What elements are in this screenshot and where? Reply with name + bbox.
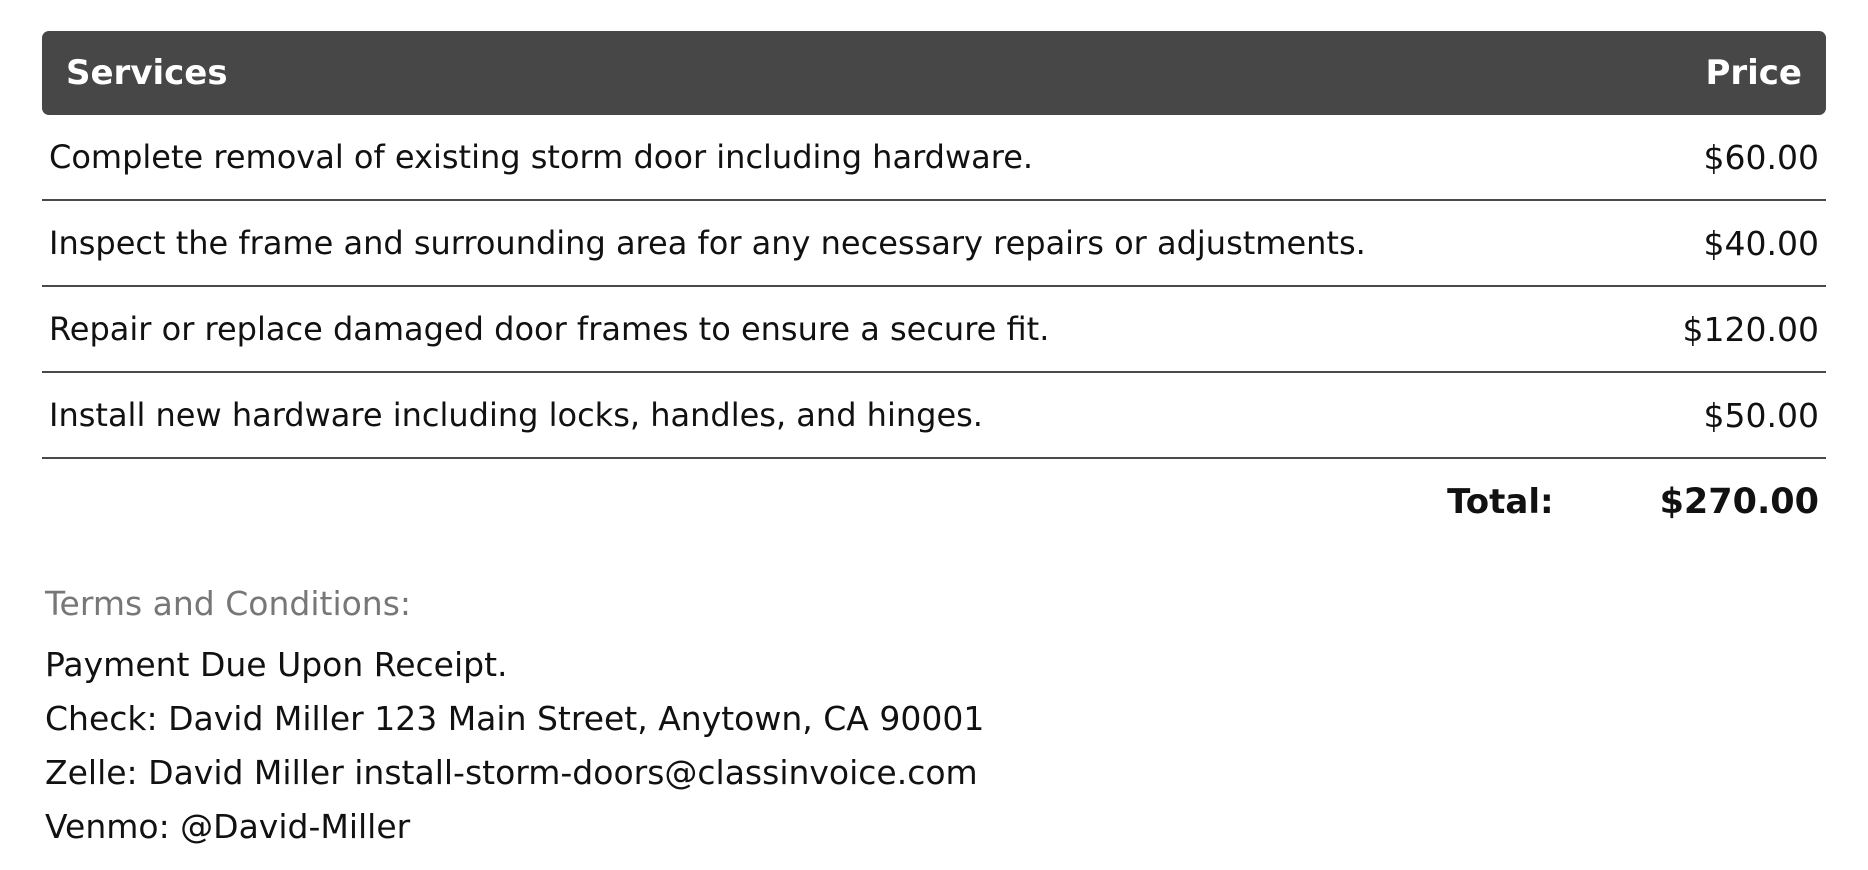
service-description: Install new hardware including locks, handles, and hinges. (49, 396, 983, 434)
price-column-header: Price (1705, 53, 1802, 93)
terms-line-venmo: Venmo: @David-Miller (45, 807, 411, 846)
service-price: $40.00 (1703, 223, 1819, 263)
service-price: $120.00 (1682, 309, 1819, 349)
service-description: Complete removal of existing storm door including hardware. (49, 138, 1034, 176)
table-row (42, 373, 1826, 459)
service-description: Repair or replace damaged door frames to ensure a secure fit. (49, 310, 1050, 348)
table-header (42, 31, 1826, 115)
table-row (42, 287, 1826, 373)
terms-line-payment-due: Payment Due Upon Receipt. (45, 645, 508, 684)
table-row (42, 201, 1826, 287)
service-price: $50.00 (1703, 395, 1819, 435)
total-label: Total: (1447, 482, 1554, 522)
table-row (42, 115, 1826, 201)
total-value: $270.00 (1659, 482, 1819, 522)
services-table (42, 31, 1826, 545)
terms-line-check: Check: David Miller 123 Main Street, Anytown, CA 90001 (45, 699, 985, 738)
total-row (42, 459, 1826, 545)
services-column-header: Services (66, 53, 228, 93)
terms-section (45, 582, 984, 854)
terms-line-zelle: Zelle: David Miller install-storm-doors@classinvoice.com (45, 753, 978, 792)
service-price: $60.00 (1703, 137, 1819, 177)
service-description: Inspect the frame and surrounding area for any necessary repairs or adjustments. (49, 224, 1366, 262)
terms-title: Terms and Conditions: (45, 584, 412, 623)
